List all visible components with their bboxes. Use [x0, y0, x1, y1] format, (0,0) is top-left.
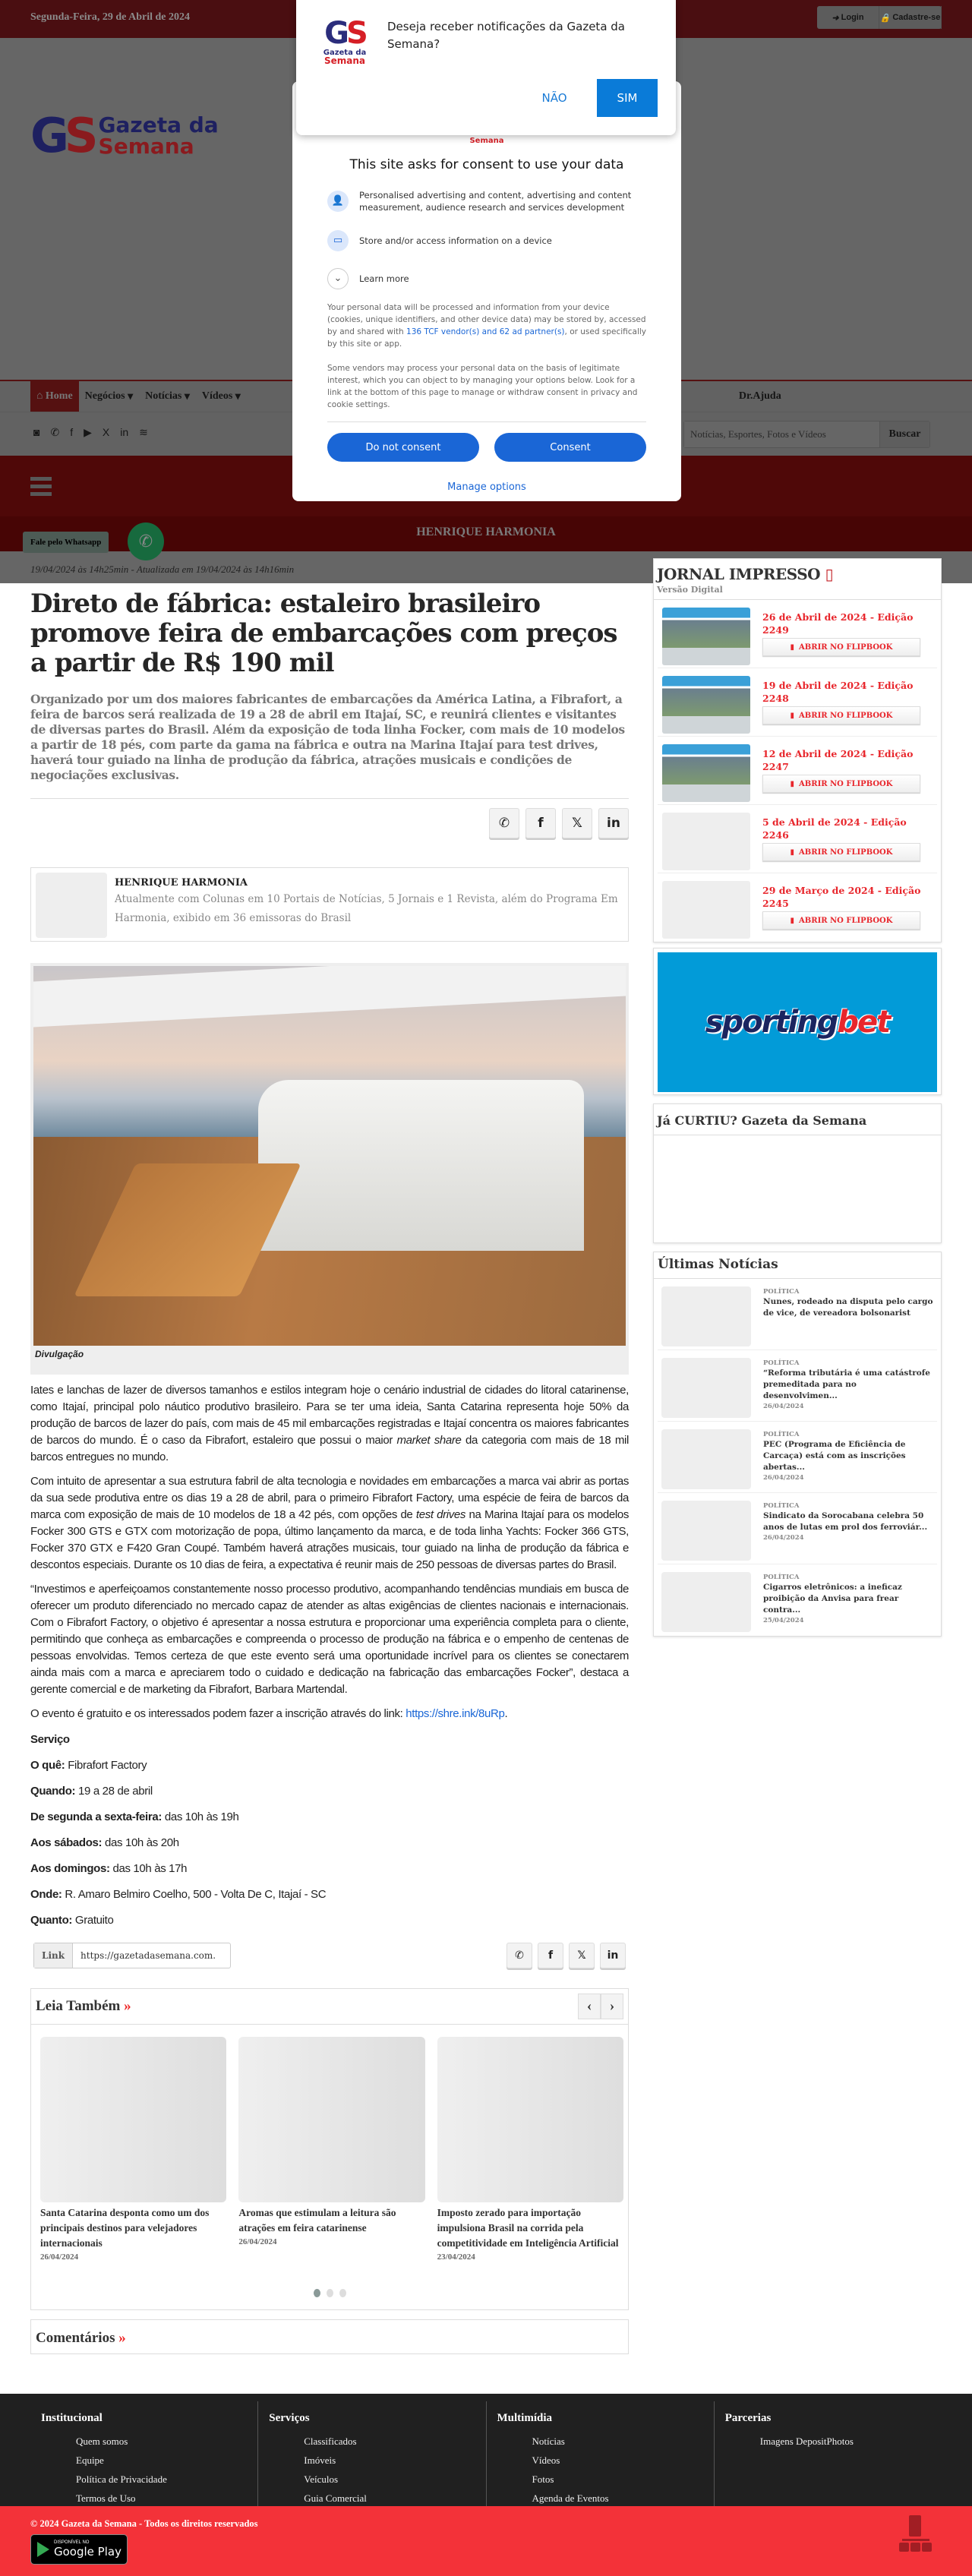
article-body	[30, 1382, 629, 1929]
share-facebook-icon[interactable]: f	[525, 808, 556, 838]
purpose-item: ▭ Store and/or access information on a device	[327, 230, 646, 251]
share-x-icon[interactable]: 𝕏	[569, 1943, 595, 1968]
edition-item	[658, 668, 937, 737]
footer	[0, 2394, 972, 2506]
tablet-icon: ▯	[825, 565, 834, 583]
edition-title[interactable]: 12 de Abril de 2024 - Edição 2247	[762, 748, 914, 772]
purpose-item: 👤 Personalised advertising and content, advertising and content measurement, audience research and services development	[327, 189, 646, 213]
consent-button[interactable]: Consent	[494, 433, 646, 462]
news-category: POLÍTICA	[763, 1359, 800, 1367]
footer-link[interactable]: Guia Comercial	[304, 2492, 367, 2504]
logo-mark: GS	[30, 108, 94, 163]
permalink-field: Link https://gazetadasemana.com.	[33, 1943, 231, 1968]
divider	[30, 798, 629, 799]
back-to-top-icon[interactable]	[895, 2515, 937, 2552]
footer-heading: Multimídia	[497, 2412, 553, 2424]
related-card[interactable]: Aromas que estimulam a leitura são atrações em feira catarinense 26/04/2024	[238, 2037, 424, 2262]
footer-heading: Institucional	[41, 2412, 103, 2424]
news-item[interactable]	[658, 1350, 937, 1422]
divider	[327, 421, 646, 422]
google-play-icon	[37, 2542, 49, 2557]
file-icon: ▮	[790, 848, 795, 857]
yes-button[interactable]: SIM	[597, 79, 658, 117]
footer-link[interactable]: Vídeos	[532, 2454, 560, 2466]
related-card[interactable]: Imposto zerado para importação impulsiona Brasil na corrida pela competitividade em Inteligência Artificial 23/04/2024	[437, 2037, 623, 2262]
thumbnail	[661, 1358, 751, 1418]
footer-link[interactable]: Classificados	[304, 2436, 357, 2447]
hamburger-menu-icon[interactable]	[30, 477, 52, 500]
footer-bottom	[0, 2506, 972, 2576]
login-button[interactable]: ➜ Login	[817, 6, 879, 29]
device-icon: ▭	[327, 230, 349, 251]
footer-link[interactable]: Quem somos	[76, 2436, 128, 2447]
carousel-dot[interactable]	[339, 2289, 346, 2297]
carousel-dot[interactable]	[327, 2289, 333, 2297]
open-flipbook-button[interactable]: ▮ ABRIR NO FLIPBOOK	[762, 843, 920, 861]
edition-title[interactable]: 29 de Março de 2024 - Edição 2245	[762, 885, 921, 909]
author-name[interactable]: HENRIQUE HARMONIA	[115, 877, 248, 889]
thumbnail	[661, 1286, 751, 1346]
service-item: De segunda a sexta-feira: das 10h às 19h	[30, 1810, 239, 1823]
instagram-icon[interactable]: ◙	[33, 426, 40, 438]
news-title: Nunes, rodeado na disputa pelo cargo de vice, de vereadora bolsonarist	[763, 1297, 933, 1318]
edition-title[interactable]: 5 de Abril de 2024 - Edição 2246	[762, 816, 907, 841]
open-flipbook-button[interactable]: ▮ ABRIR NO FLIPBOOK	[762, 911, 920, 930]
section-title: Comentários	[36, 2329, 115, 2346]
search-button[interactable]: Buscar	[879, 421, 929, 447]
news-item[interactable]	[658, 1422, 937, 1493]
latest-news-widget	[653, 1252, 942, 1637]
home-icon: ⌂	[36, 390, 43, 402]
whatsapp-icon: ✆	[138, 532, 153, 551]
widget-subtitle: Versão Digital	[657, 585, 723, 595]
whatsapp-float-button[interactable]	[128, 522, 164, 560]
news-category: POLÍTICA	[763, 1288, 800, 1296]
thumbnail	[661, 1501, 751, 1561]
youtube-icon[interactable]: ▶	[84, 426, 92, 438]
logo-line2: Semana	[98, 134, 194, 159]
google-play-badge[interactable]: DISPONÍVEL NO Google Play	[30, 2534, 128, 2565]
sidebar	[653, 558, 942, 1637]
news-title: PEC (Programa de Eficiência de Carcaça) está com as inscrições abertas...	[763, 1440, 906, 1472]
carousel-dot[interactable]	[314, 2289, 320, 2297]
share-linkedin-icon[interactable]: in	[600, 1943, 626, 1968]
thumbnail	[437, 2037, 623, 2202]
consent-text: Your personal data will be processed and information from your device (cookies, unique identifiers, and other device data) may be stored by, accessed by and shared with 136 TCF vendor(s) and 62 ad partner(s), or used specifically by this site or app.	[327, 303, 647, 349]
news-category: POLÍTICA	[763, 1431, 800, 1438]
carousel-dots	[31, 2262, 628, 2309]
thumbnail	[238, 2037, 424, 2202]
news-category: POLÍTICA	[763, 1502, 800, 1510]
nav-drajuda[interactable]: Dr.Ajuda	[738, 390, 781, 402]
file-icon: ▮	[790, 642, 795, 652]
footer-column	[487, 2401, 715, 2506]
news-date: 26/04/2024	[763, 1474, 804, 1482]
news-title: Cigarros eletrônicos: a ineficaz proibição da Anvisa para frear contra...	[763, 1583, 902, 1615]
thumbnail	[661, 1429, 751, 1489]
news-date: 26/04/2024	[763, 1534, 804, 1542]
edition-cover[interactable]	[662, 813, 750, 870]
file-icon: ▮	[790, 779, 795, 788]
nav-negocios[interactable]: Negócios ▾	[84, 390, 134, 402]
registration-link[interactable]: https://shre.ink/8uRp	[406, 1707, 505, 1720]
file-icon: ▮	[790, 711, 795, 720]
footer-link[interactable]: Equipe	[76, 2454, 104, 2466]
paragraph: O evento é gratuito e os interessados podem fazer a inscrição através do link: https://shre.ink/8uRp.	[30, 1707, 508, 1720]
edition-cover[interactable]	[662, 676, 750, 734]
chevron-down-icon: ⌄	[327, 268, 349, 289]
article-title: Direto de fábrica: estaleiro brasileiro promove feira de embarcações com preços a partir de R$ 190 mil	[30, 589, 617, 678]
service-item: Quando: 19 a 28 de abril	[30, 1785, 153, 1798]
paragraph: “Investimos e aperfeiçoamos constantemente nosso processo produtivo, acompanhando tendências mundiais em busca de oferecer um produto diferenciado no mercado capaz de atender as altas exigências de clientes nacionais e internacionais. Com o Fibrafort Factory, o objetivo é apresentar a nossa estrutura e proporcionar uma experiência completa para o cliente, permitindo que conheça as embarcações e compreenda o processo de produção na fábrica e o empenho de centenas de pessoas envolvidas. Temos certeza de que este evento será uma oportunidade incrível para os clientes se conectarem ainda mais com a marca e apreciarem todo o cuidado e dedicação na fabricação das embarcações Focker”, destaca a gerente comercial e de marketing da Fibrafort, Barbara Martendal.	[30, 1583, 629, 1696]
person-icon: 👤	[327, 191, 349, 212]
edition-cover[interactable]	[662, 744, 750, 802]
nav-noticias[interactable]: Notícias ▾	[145, 390, 190, 402]
file-icon: ▮	[790, 916, 795, 925]
author-bio: Atualmente com Colunas em 10 Portais de Notícias, 5 Jornais e 1 Revista, além do Programa Em Harmonia, exibido em 36 emissoras do Brasil	[115, 893, 618, 924]
edition-cover[interactable]	[662, 881, 750, 939]
push-notification-prompt	[296, 0, 676, 135]
related-card[interactable]: Santa Catarina desponta como um dos principais destinos para velejadores internacionais 26/04/2024	[40, 2037, 226, 2262]
current-date: Segunda-Feira, 29 de Abril de 2024	[30, 11, 191, 23]
comments-section: Comentários »	[30, 2319, 629, 2354]
edition-item	[658, 600, 937, 668]
article-image	[30, 963, 629, 1375]
facebook-icon[interactable]: f	[70, 426, 74, 438]
thumbnail	[661, 1572, 751, 1632]
news-category: POLÍTICA	[763, 1574, 800, 1581]
vendors-link[interactable]: 136 TCF vendor(s) and 62 ad partner(s)	[406, 327, 565, 336]
do-not-consent-button[interactable]: Do not consent	[327, 433, 479, 462]
edition-item	[658, 737, 937, 805]
whatsapp-icon[interactable]: ✆	[50, 426, 60, 438]
footer-link[interactable]: Imóveis	[304, 2454, 336, 2466]
share-buttons	[30, 808, 629, 838]
section-title: Leia Também	[36, 1998, 121, 2014]
no-button[interactable]: NÃO	[524, 79, 585, 117]
footer-heading: Serviços	[269, 2412, 310, 2424]
search-form	[683, 421, 930, 448]
footer-link[interactable]: Política de Privacidade	[76, 2473, 167, 2485]
social-links	[33, 426, 148, 439]
share-linkedin-icon[interactable]: in	[598, 808, 629, 838]
share-whatsapp-icon[interactable]: ✆	[489, 808, 519, 838]
news-date: 26/04/2024	[763, 1403, 804, 1410]
share-whatsapp-icon[interactable]: ✆	[507, 1943, 532, 1968]
footer-column	[30, 2401, 258, 2506]
author-box	[30, 867, 629, 942]
thumbnail	[40, 2037, 226, 2202]
footer-link[interactable]: Termos de Uso	[76, 2492, 136, 2504]
widget-title: Últimas Notícias	[654, 1252, 941, 1279]
edition-title[interactable]: 19 de Abril de 2024 - Edição 2248	[762, 680, 914, 704]
manage-options-link[interactable]: Manage options	[447, 481, 526, 493]
x-icon[interactable]: X	[102, 426, 110, 438]
notification-logo: GS Gazeta da Semana	[323, 16, 367, 66]
service-item: Quanto: Gratuito	[30, 1914, 114, 1927]
consent-dialog	[292, 81, 681, 501]
news-item[interactable]	[658, 1493, 937, 1564]
permalink-input[interactable]	[73, 1943, 217, 1968]
footer-link[interactable]: Agenda de Eventos	[532, 2492, 609, 2504]
print-edition-widget	[653, 558, 942, 942]
signup-button[interactable]: 🔒 Cadastre-se	[879, 6, 942, 29]
footer-link[interactable]: Veículos	[304, 2473, 339, 2485]
site-logo[interactable]	[30, 108, 219, 163]
whatsapp-label[interactable]: Fale pelo Whatsapp	[23, 532, 109, 553]
next-arrow-icon[interactable]: ›	[601, 1994, 623, 2019]
widget-title: Já CURTIU? Gazeta da Semana	[654, 1104, 941, 1135]
share-buttons-bottom	[507, 1943, 626, 1968]
search-input[interactable]	[684, 421, 879, 447]
footer-link[interactable]: Fotos	[532, 2473, 554, 2485]
open-flipbook-button[interactable]: ▮ ABRIR NO FLIPBOOK	[762, 706, 920, 724]
edition-item	[658, 873, 937, 942]
consent-title: This site asks for consent to use your data	[349, 157, 624, 172]
author-avatar	[36, 873, 107, 938]
service-item: Aos sábados: das 10h às 20h	[30, 1836, 179, 1849]
boat-photo	[33, 966, 626, 1346]
login-icon: ➜	[832, 13, 839, 23]
footer-heading: Parcerias	[724, 2412, 772, 2424]
paragraph: Iates e lanchas de lazer de diversos tamanhos e estilos integram hoje o cenário industrial de cidades do litoral catarinense, como Itajaí, principal polo náutico produtivo brasileiro. Para se ter uma ideia, Santa Catarina representa hoje 50% da produção de barcos de lazer do país, com mais de 45 mil embarcações registradas e Itajaí concentra os maiores fabricantes de barcos do mundo. É o caso da Fibrafort, estaleiro que possui o maior market share da categoria com mais de 18 mil barcos entregues no mundo.	[30, 1384, 630, 1463]
consent-text-2: Some vendors may process your personal data on the basis of legitimate interest, which you can object to by managing your options below. Look for a link at the bottom of this page to manage or withdraw consent in privacy and cookie settings.	[327, 364, 638, 409]
learn-more-toggle[interactable]: ⌄ Learn more	[327, 268, 646, 289]
image-caption: Divulgação	[35, 1349, 84, 1359]
article-subtitle: Organizado por um dos maiores fabricantes de embarcações da América Latina, a Fibrafort, a feira de barcos será realizada de 19 a 28 de abril em Itajaí, SC, e reunirá clientes e visitantes de diversas partes do Brasil. Além da exposição de toda linha Focker, com mais de 10 modelos a partir de 18 pés, com parte da gama na fábrica e outra na Marina Itajaí para test drives, haverá tour guiado na linha de produção da fábrica, atrações musicais e condições de negociações exclusivas.	[30, 692, 625, 782]
news-title: Sindicato da Sorocabana celebra 50 anos de lutas em prol dos ferroviár...	[763, 1511, 928, 1532]
edition-cover[interactable]	[662, 608, 750, 665]
service-heading: Serviço	[30, 1733, 70, 1746]
notification-question: Deseja receber notificações da Gazeta da Semana?	[387, 20, 625, 51]
service-item: Onde: R. Amaro Belmiro Coelho, 500 - Volta De C, Itajaí - SC	[30, 1888, 327, 1901]
prev-arrow-icon[interactable]: ‹	[578, 1994, 601, 2019]
logo-line1: Gazeta da	[98, 112, 219, 137]
footer-link[interactable]: Imagens DepositPhotos	[759, 2436, 854, 2447]
share-x-icon[interactable]: 𝕏	[562, 808, 592, 838]
open-flipbook-button[interactable]: ▮ ABRIR NO FLIPBOOK	[762, 638, 920, 656]
widget-title: JORNAL IMPRESSO	[657, 565, 821, 583]
consent-logo: Semana	[469, 137, 504, 145]
linkedin-icon[interactable]: in	[120, 426, 129, 438]
copyright: © 2024 Gazeta da Semana - Todos os direitos reservados	[30, 2518, 258, 2529]
news-item[interactable]	[658, 1564, 937, 1636]
edition-item	[658, 805, 937, 873]
service-item: Aos domingos: das 10h às 17h	[30, 1862, 188, 1875]
service-item: O quê: Fibrafort Factory	[30, 1759, 147, 1772]
footer-column	[258, 2401, 486, 2506]
paragraph: Com intuito de apresentar a sua estrutura fabril de alta tecnologia e novidades em embarcações a marca vai abrir as portas da sua sede produtiva entre os dias 19 a 28 de abril, para o primeiro Fibrafort Factory, uma espécie de feira de barcos da marca com exposição de mais de 10 modelos de 18 a 42 pés, com opções de test drives na Marina Itajaí para os modelos Focker 300 GTS e GTX com motorização de popa, último lançamento da marca, e de toda linha Yachts: Focker 366 GTS, Focker 370 GTX e F420 Gran Coupé. Também haverá atrações musicais, tour guiado na linha de produção da fábrica e descontos especiais. Durante os 10 dias de feira, a expectativa é reunir mais de 250 pessoas de diversas partes do Brasil.	[30, 1475, 629, 1571]
news-date: 25/04/2024	[763, 1617, 804, 1624]
user-buttons	[817, 6, 942, 29]
nav-home[interactable]: ⌂ Home	[30, 381, 79, 412]
related-articles: Leia Também » ‹ › Santa Catarina desponta como um dos principais destinos para velejadores internacionais 26/04/2024 Aromas que estimulam a leitura são atrações em feira catarinense 26/04/2024 Imposto zerado para importação impulsiona Brasil na corrida pela competitividade em Inteligência Artificial 23/04/2024	[30, 1988, 629, 2310]
sportingbet-ad: sporting bet	[658, 952, 937, 1092]
facebook-widget	[653, 1103, 942, 1243]
lock-icon: 🔒	[879, 13, 891, 23]
advertisement[interactable]	[653, 948, 942, 1095]
news-item[interactable]	[658, 1279, 937, 1350]
article-dateline: 19/04/2024 às 14h25min - Atualizada em 19/04/2024 às 14h16min	[30, 564, 295, 575]
edition-title[interactable]: 26 de Abril de 2024 - Edição 2249	[762, 611, 914, 636]
footer-link[interactable]: Notícias	[532, 2436, 565, 2447]
rss-icon[interactable]: ≋	[139, 426, 148, 438]
nav-videos[interactable]: Vídeos ▾	[201, 390, 241, 402]
article	[30, 583, 629, 2354]
column-name-band: HENRIQUE HARMONIA	[0, 516, 972, 551]
share-facebook-icon[interactable]: f	[538, 1943, 563, 1968]
news-title: “Reforma tributária é uma catástrofe premeditada para no desenvolvimen...	[763, 1368, 930, 1400]
footer-column	[715, 2401, 942, 2506]
open-flipbook-button[interactable]: ▮ ABRIR NO FLIPBOOK	[762, 775, 920, 793]
